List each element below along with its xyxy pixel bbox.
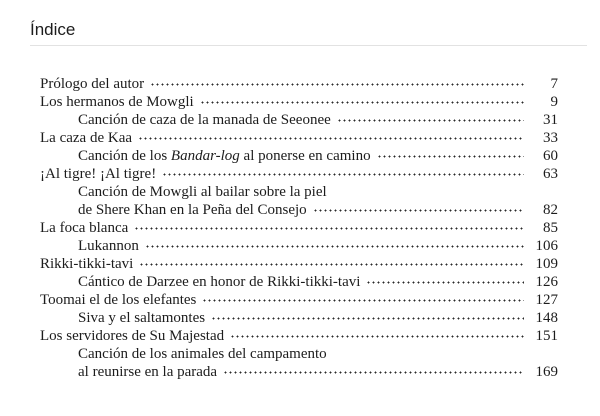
toc-entry-title: Prólogo del autor: [40, 76, 145, 92]
dot-leader: [200, 101, 524, 104]
toc-page-number: 9: [550, 94, 558, 110]
toc-entry-title: Rikki-tikki-tavi: [40, 256, 134, 272]
toc-entry: [78, 183, 558, 219]
dot-leader: [150, 83, 524, 86]
toc-entry-title: Lukannon: [78, 238, 139, 254]
toc-entry: [40, 255, 558, 273]
toc-entry-title: La caza de Kaa: [40, 130, 133, 146]
toc-entry: [40, 327, 558, 345]
toc-entry-row: [40, 327, 558, 345]
dot-leader: [138, 137, 524, 140]
toc-page-number: 106: [535, 238, 558, 254]
toc-entry-title: Canción de caza de la manada de Seeonee: [78, 112, 331, 128]
dot-leader: [145, 245, 524, 248]
header-rule: [30, 45, 587, 46]
toc-entry-row: [78, 111, 558, 129]
toc-entry-title: Cántico de Darzee en honor de Rikki-tikki-tavi: [78, 274, 361, 290]
toc-entry-title-line: Canción de Mowgli al bailar sobre la piel: [78, 184, 327, 200]
toc-entry-row: [40, 93, 558, 111]
toc-entry-row: [40, 165, 558, 183]
dot-leader: [223, 371, 524, 374]
toc-page-number: 31: [543, 112, 558, 128]
toc-entry-title-part: Canción de los: [78, 148, 171, 164]
dot-leader: [139, 263, 524, 266]
toc-entry: [78, 147, 558, 165]
table-of-contents: [40, 75, 558, 381]
dot-leader: [377, 155, 524, 158]
toc-page-number: 148: [535, 310, 558, 326]
toc-page-number: 63: [543, 166, 558, 182]
toc-entry-row: [40, 291, 558, 309]
toc-entry-row: [78, 273, 558, 291]
toc-entry-row: [78, 237, 558, 255]
toc-entry-row: [78, 201, 558, 219]
dot-leader: [313, 209, 524, 212]
toc-entry: [40, 291, 558, 309]
toc-entry-title: [78, 147, 371, 165]
toc-entry-title-part: al ponerse en camino: [239, 148, 371, 164]
toc-entry-title: Los servidores de Su Majestad: [40, 328, 225, 344]
toc-entry-row: [40, 255, 558, 273]
toc-entry: [78, 309, 558, 327]
toc-entry: [78, 345, 558, 381]
toc-entry-title-italic: Bandar-log: [170, 148, 240, 164]
toc-entry-row: [78, 147, 558, 165]
toc-page-number: 82: [543, 202, 558, 218]
toc-entry: [78, 273, 558, 291]
toc-page-number: 60: [543, 148, 558, 164]
toc-entry-row: [40, 219, 558, 237]
toc-entry: [40, 219, 558, 237]
toc-entry-title: Los hermanos de Mowgli: [40, 94, 194, 110]
toc-entry-title-line: Canción de los animales del campamento: [78, 346, 327, 362]
toc-entry-title: La foca blanca: [40, 220, 129, 236]
toc-entry: [40, 129, 558, 147]
toc-entry: [40, 93, 558, 111]
dot-leader: [134, 227, 524, 230]
toc-entry-row: [40, 75, 558, 93]
toc-entry-row: [78, 309, 558, 327]
toc-entry: [78, 237, 558, 255]
dot-leader: [366, 281, 524, 284]
toc-page-number: 169: [535, 364, 558, 380]
toc-entry-title: Toomai el de los elefantes: [40, 292, 197, 308]
toc-entry: [40, 165, 558, 183]
page-title: Índice: [30, 20, 76, 39]
toc-entry: [78, 111, 558, 129]
toc-entry: [40, 75, 558, 93]
dot-leader: [202, 299, 524, 302]
toc-entry-title: de Shere Khan en la Peña del Consejo: [78, 202, 307, 218]
toc-page-number: 33: [543, 130, 558, 146]
toc-page-number: 7: [550, 76, 558, 92]
dot-leader: [211, 317, 524, 320]
toc-entry-row: [40, 129, 558, 147]
toc-page-number: 126: [535, 274, 558, 290]
toc-page-number: 127: [535, 292, 558, 308]
toc-entry-title: al reunirse en la parada: [78, 364, 218, 380]
toc-page-number: 85: [543, 220, 558, 236]
dot-leader: [337, 119, 524, 122]
toc-entry-title: ¡Al tigre! ¡Al tigre!: [40, 166, 157, 182]
toc-entry-row: [78, 363, 558, 381]
toc-page-number: 109: [535, 256, 558, 272]
dot-leader: [162, 173, 524, 176]
toc-page-number: 151: [535, 328, 558, 344]
dot-leader: [230, 335, 524, 338]
toc-entry-title: Siva y el saltamontes: [78, 310, 206, 326]
